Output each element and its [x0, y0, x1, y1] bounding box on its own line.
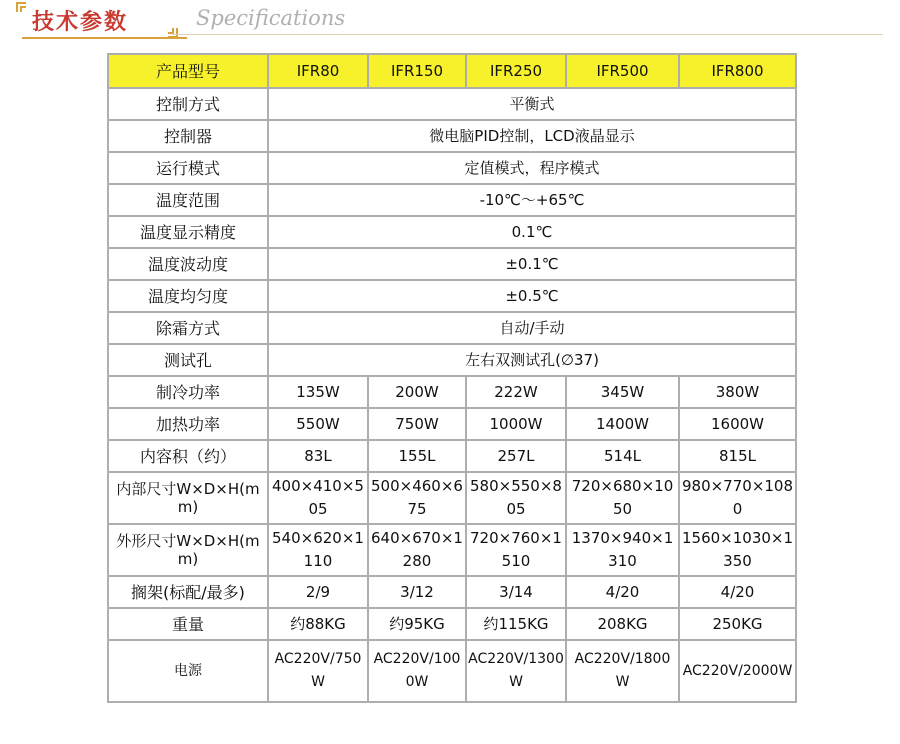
table-cell: 约95KG: [368, 608, 466, 640]
table-cell: 640×670×1280: [368, 524, 466, 576]
table-cell: ±0.5℃: [268, 280, 796, 312]
table-cell: 4/20: [679, 576, 796, 608]
row-label: 外形尺寸W×D×H(mm): [108, 524, 268, 576]
table-cell: 720×760×1510: [466, 524, 566, 576]
table-row: [108, 312, 796, 344]
table-row: [108, 120, 796, 152]
table-row: [108, 184, 796, 216]
row-label: 温度范围: [108, 184, 268, 216]
table-row: [108, 280, 796, 312]
table-cell: AC220V/1300W: [466, 640, 566, 702]
table-cell: 平衡式: [268, 88, 796, 120]
table-cell: 750W: [368, 408, 466, 440]
table-cell: 4/20: [566, 576, 679, 608]
row-label: 温度显示精度: [108, 216, 268, 248]
table-row: [108, 440, 796, 472]
table-cell: 1400W: [566, 408, 679, 440]
table-cell: 514L: [566, 440, 679, 472]
table-cell: 345W: [566, 376, 679, 408]
table-cell: 1000W: [466, 408, 566, 440]
section-title: 技术参数: [32, 10, 129, 35]
table-cell: AC220V/1800W: [566, 640, 679, 702]
table-cell: 815L: [679, 440, 796, 472]
header-cell: IFR500: [566, 54, 679, 88]
row-label: 温度波动度: [108, 248, 268, 280]
spec-table: [107, 53, 797, 703]
table-row: [108, 344, 796, 376]
row-label: 测试孔: [108, 344, 268, 376]
table-cell: 135W: [268, 376, 368, 408]
table-row: [108, 640, 796, 702]
table-cell: 微电脑PID控制，LCD液晶显示: [268, 120, 796, 152]
table-cell: 1600W: [679, 408, 796, 440]
table-cell: 1560×1030×1350: [679, 524, 796, 576]
table-cell: 580×550×805: [466, 472, 566, 524]
table-cell: 自动/手动: [268, 312, 796, 344]
table-cell: 约88KG: [268, 608, 368, 640]
table-row: [108, 576, 796, 608]
table-cell: 83L: [268, 440, 368, 472]
table-row: [108, 408, 796, 440]
table-cell: 208KG: [566, 608, 679, 640]
table-cell: AC220V/2000W: [679, 640, 796, 702]
title-frame: [22, 4, 172, 34]
table-cell: 0.1℃: [268, 216, 796, 248]
table-cell: 定值模式，程序模式: [268, 152, 796, 184]
table-cell: 550W: [268, 408, 368, 440]
table-cell: 500×460×675: [368, 472, 466, 524]
table-cell: ±0.1℃: [268, 248, 796, 280]
table-cell: 左右双测试孔(∅37): [268, 344, 796, 376]
title-underline: [22, 37, 187, 39]
row-label: 控制方式: [108, 88, 268, 120]
row-label: 重量: [108, 608, 268, 640]
table-cell: -10℃～+65℃: [268, 184, 796, 216]
row-label: 搁架(标配/最多): [108, 576, 268, 608]
table-row: [108, 216, 796, 248]
row-label: 内部尺寸W×D×H(mm): [108, 472, 268, 524]
section-header: [8, 0, 888, 40]
table-header-row: [108, 54, 796, 88]
table-cell: 400×410×505: [268, 472, 368, 524]
row-label: 运行模式: [108, 152, 268, 184]
table-cell: 380W: [679, 376, 796, 408]
table-cell: 250KG: [679, 608, 796, 640]
table-cell: 155L: [368, 440, 466, 472]
table-cell: 3/14: [466, 576, 566, 608]
table-cell: 720×680×1050: [566, 472, 679, 524]
table-cell: 1370×940×1310: [566, 524, 679, 576]
row-label: 制冷功率: [108, 376, 268, 408]
table-cell: 200W: [368, 376, 466, 408]
row-label: 内容积（约）: [108, 440, 268, 472]
table-cell: 3/12: [368, 576, 466, 608]
table-cell: 222W: [466, 376, 566, 408]
table-row: [108, 472, 796, 524]
table-cell: 540×620×1110: [268, 524, 368, 576]
table-cell: 257L: [466, 440, 566, 472]
row-label: 加热功率: [108, 408, 268, 440]
table-row: [108, 524, 796, 576]
corner-ornament-icon: [20, 6, 26, 12]
header-cell: 产品型号: [108, 54, 268, 88]
header-cell: IFR250: [466, 54, 566, 88]
header-cell: IFR80: [268, 54, 368, 88]
header-cell: IFR800: [679, 54, 796, 88]
table-cell: AC220V/750W: [268, 640, 368, 702]
table-cell: 2/9: [268, 576, 368, 608]
row-label: 除霜方式: [108, 312, 268, 344]
table-row: [108, 608, 796, 640]
table-row: [108, 88, 796, 120]
table-cell: 约115KG: [466, 608, 566, 640]
row-label: 电源: [108, 640, 268, 702]
row-label: 控制器: [108, 120, 268, 152]
row-label: 温度均匀度: [108, 280, 268, 312]
table-row: [108, 152, 796, 184]
header-cell: IFR150: [368, 54, 466, 88]
table-cell: AC220V/1000W: [368, 640, 466, 702]
table-row: [108, 376, 796, 408]
table-row: [108, 248, 796, 280]
header-divider: [173, 34, 883, 35]
table-cell: 980×770×1080: [679, 472, 796, 524]
section-subtitle: Specifications: [196, 6, 346, 30]
